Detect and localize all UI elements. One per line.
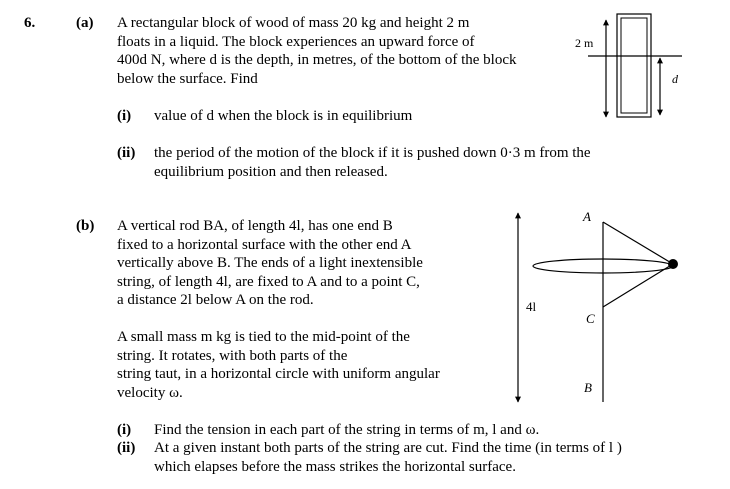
wood-block-inner [621,18,647,113]
depth-label: d [672,72,678,86]
rotating-mass-diagram [518,209,678,402]
part-b-ii-line: At a given instant both parts of the string are cut. Find the time (in terms of l ) [154,440,622,456]
point-b-label: B [584,380,592,395]
point-c-label: C [586,311,595,326]
part-a-ii-line: equilibrium position and then released. [154,163,388,180]
floating-block-diagram [575,14,682,117]
part-b-line: A vertical rod BA, of length 4l, has one end B [117,218,393,234]
part-b-line: string, of length 4l, are fixed to A and to a point C, [117,273,420,290]
string-lower-part [603,264,673,307]
question-number: 6. [24,15,36,31]
part-b-line: velocity ω. [117,384,183,401]
part-a-line: A rectangular block of wood of mass 20 kg and height 2 m [117,15,470,31]
part-b-i-label: (i) [117,422,132,438]
wood-block [617,14,651,117]
part-b-line: vertically above B. The ends of a light inextensible [117,255,423,271]
part-b-line: fixed to a horizontal surface with the other end A [117,236,412,253]
part-a-line: 400d N, where d is the depth, in metres, of the bottom of the block [117,52,517,68]
string-upper-part [603,222,673,264]
point-a-label: A [583,209,591,224]
part-a-label: (a) [76,15,94,31]
part-a-ii-label: (ii) [117,145,136,161]
part-b-line: string. It rotates, with both parts of the [117,347,348,364]
block-height-label: 2 m [575,36,594,50]
part-b-ii-label: (ii) [117,440,136,456]
part-a-i-label: (i) [117,108,132,124]
part-b-line: a distance 2l below A on the rod. [117,292,314,308]
rod-length-label: 4l [526,299,537,314]
part-b-line: A small mass m kg is tied to the mid-point of the [117,329,410,345]
part-b-i-line: Find the tension in each part of the string in terms of m, l and ω. [154,422,540,438]
part-b-ii-line: which elapses before the mass strikes the horizontal surface. [154,458,516,475]
part-a-line: below the surface. Find [117,70,258,87]
small-mass [668,259,678,269]
part-a-line: floats in a liquid. The block experiences an upward force of [117,33,475,50]
part-b-line: string taut, in a horizontal circle with uniform angular [117,366,440,382]
part-a-ii-line: the period of the motion of the block if it is pushed down 0·3 m from the [154,145,591,161]
part-b-label: (b) [76,218,95,234]
part-a-i-line: value of d when the block is in equilibrium [154,108,413,124]
